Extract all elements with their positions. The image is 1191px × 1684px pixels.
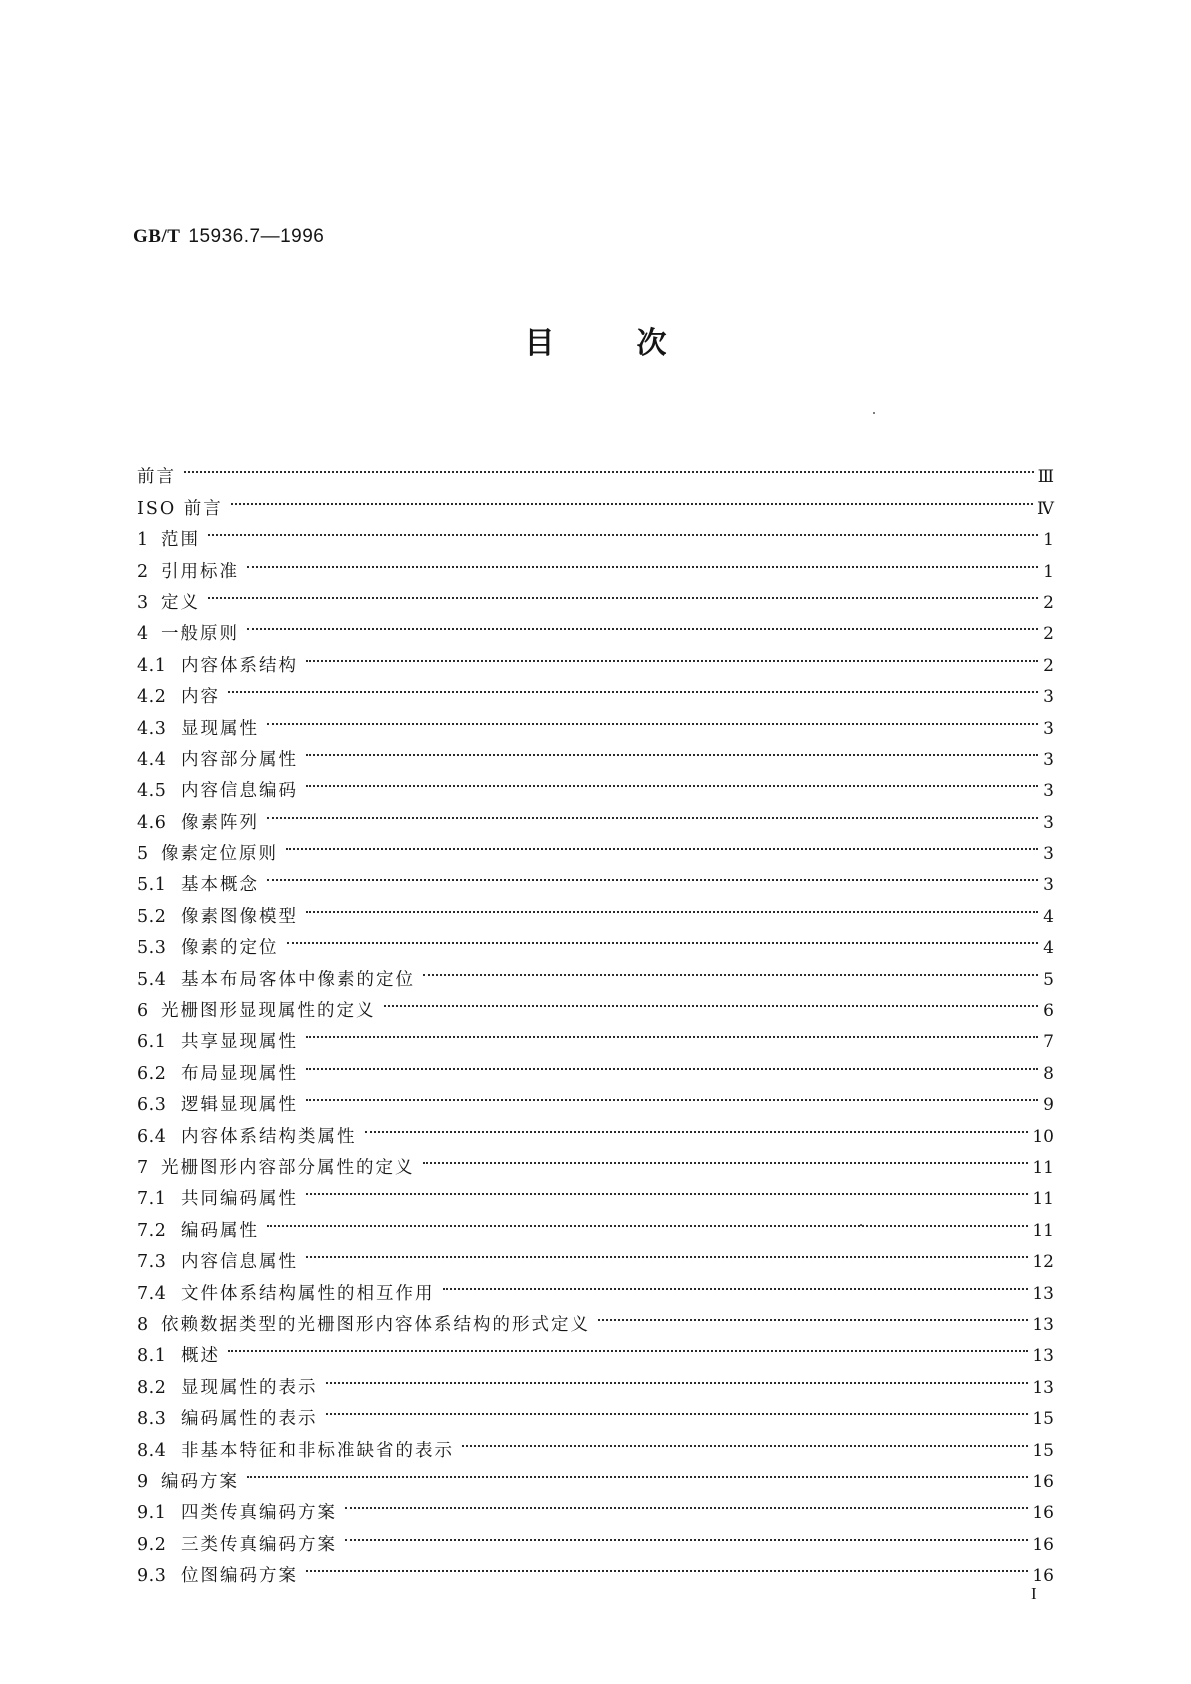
toc-entry-title: 位图编码方案 — [181, 1566, 298, 1587]
toc-dot-leader — [265, 796, 1042, 827]
toc-entry-title: 内容信息属性 — [181, 1252, 298, 1273]
toc-entry-page: 11 — [1032, 1157, 1054, 1178]
toc-entry-number: 8.2 — [137, 1377, 167, 1398]
toc-entry-title: 内容 — [181, 687, 220, 708]
toc-entry — [137, 671, 1054, 708]
toc-dot-leader — [343, 1487, 1032, 1518]
toc-entry-page: 11 — [1032, 1220, 1054, 1241]
toc-entry — [137, 734, 1054, 770]
toc-entry — [137, 545, 1054, 582]
toc-entry-title: 文件体系结构属性的相互作用 — [181, 1283, 435, 1304]
toc-entry-page: 8 — [1043, 1063, 1054, 1084]
toc-entry-title: 共同编码属性 — [181, 1189, 298, 1210]
toc-dot-leader — [229, 482, 1037, 513]
toc-entry-number: 5.1 — [137, 875, 167, 896]
toc-entry-number: 4.3 — [137, 718, 167, 739]
toc-dot-leader — [304, 890, 1042, 921]
toc-entry — [137, 1204, 1054, 1241]
toc-entry-page: 3 — [1043, 812, 1054, 833]
toc-entry-number: 6.2 — [137, 1063, 167, 1084]
toc-entry-page: 2 — [1043, 592, 1054, 613]
toc-entry-title: 光栅图形显现属性的定义 — [161, 1001, 376, 1022]
toc-dot-leader — [226, 1330, 1032, 1361]
toc-entry-number: 8.1 — [137, 1346, 167, 1367]
toc-dot-leader — [206, 577, 1042, 608]
toc-entry-title: 基本概念 — [181, 875, 259, 896]
scan-speck — [873, 412, 875, 414]
toc-entry — [137, 514, 1054, 551]
toc-dot-leader — [265, 702, 1042, 733]
toc-entry — [137, 859, 1054, 896]
toc-entry — [137, 1456, 1054, 1492]
toc-entry-title: 像素的定位 — [181, 938, 279, 959]
toc-dot-leader — [284, 828, 1042, 859]
toc-entry-number: 7.4 — [137, 1283, 167, 1304]
toc-entry — [137, 639, 1054, 676]
toc-entry-page: Ⅲ — [1037, 467, 1054, 488]
toc-entry-page: 5 — [1043, 969, 1054, 990]
toc-entry-page: 10 — [1032, 1126, 1054, 1147]
toc-entry-title: 三类传真编码方案 — [181, 1534, 337, 1555]
toc-entry-number: 5.2 — [137, 906, 167, 927]
toc-dot-leader — [421, 953, 1042, 984]
toc-entry — [137, 577, 1054, 613]
toc-entry-page: 11 — [1032, 1189, 1054, 1210]
toc-dot-leader — [304, 1079, 1042, 1110]
toc-entry — [137, 1361, 1054, 1398]
toc-entry-page: 16 — [1032, 1566, 1054, 1587]
toc-entry-number: 9 — [137, 1471, 149, 1492]
toc-dot-leader — [245, 1456, 1032, 1487]
toc-entry-title: 内容部分属性 — [181, 749, 298, 770]
toc-dot-leader — [265, 1204, 1032, 1235]
toc-entry-page: 16 — [1032, 1471, 1054, 1492]
toc-entry-page: 15 — [1032, 1440, 1054, 1461]
toc-dot-leader — [343, 1518, 1032, 1549]
toc-entry-title: 像素阵列 — [181, 812, 259, 833]
toc-entry-number: 9.1 — [137, 1503, 167, 1524]
toc-entry-page: 3 — [1043, 718, 1054, 739]
toc-entry-title: 概述 — [181, 1346, 220, 1367]
toc-dot-leader — [304, 1173, 1032, 1204]
toc-entry-page: 13 — [1032, 1377, 1054, 1398]
toc-entry-page: 16 — [1032, 1503, 1054, 1524]
toc-dot-leader — [363, 1110, 1033, 1141]
toc-dot-leader — [382, 985, 1043, 1016]
toc-entry-number: 6 — [137, 1001, 149, 1022]
toc-dot-leader — [441, 1267, 1033, 1298]
toc-entry-title: 像素图像模型 — [181, 906, 298, 927]
standard-number: 15936.7—1996 — [188, 226, 325, 247]
toc-entry-number: 4.5 — [137, 781, 167, 802]
toc-entry-number: 7.3 — [137, 1252, 167, 1273]
toc-entry-title: 四类传真编码方案 — [181, 1503, 337, 1524]
toc-entry-title: 定义 — [161, 592, 200, 613]
page-number: I — [1031, 1584, 1037, 1603]
toc-entry-page: 1 — [1043, 530, 1054, 551]
toc-dot-leader — [206, 514, 1042, 545]
toc-entry-title: 基本布局客体中像素的定位 — [181, 969, 415, 990]
toc-dot-leader — [182, 451, 1038, 482]
toc-dot-leader — [596, 1299, 1032, 1330]
toc-entry-number: 4.4 — [137, 749, 167, 770]
toc-entry-page: 3 — [1043, 875, 1054, 896]
toc-entry-page: 7 — [1043, 1032, 1054, 1053]
toc-entry-page: 13 — [1032, 1283, 1054, 1304]
toc-entry-number: 8 — [137, 1314, 149, 1335]
toc-entry — [137, 1487, 1054, 1524]
toc-entry-title: 显现属性 — [181, 718, 259, 739]
toc-entry-number: 6.1 — [137, 1032, 167, 1053]
toc-dot-leader — [324, 1361, 1033, 1392]
toc-entry-page: 13 — [1032, 1346, 1054, 1367]
toc-entry-page: 9 — [1043, 1095, 1054, 1116]
toc-dot-leader — [265, 859, 1042, 890]
toc-entry — [137, 1236, 1054, 1273]
toc-entry-title: 编码属性 — [181, 1220, 259, 1241]
toc-entry-title: ISO 前言 — [137, 498, 223, 519]
toc-dot-leader — [304, 1047, 1042, 1078]
toc-entry-number: 7 — [137, 1157, 149, 1178]
toc-entry — [137, 702, 1054, 739]
toc-entry-title: 内容体系结构 — [181, 655, 298, 676]
toc-entry-number: 9.3 — [137, 1566, 167, 1587]
toc-entry-page: 3 — [1043, 749, 1054, 770]
scan-speck — [860, 1224, 862, 1226]
toc-entry-title: 编码方案 — [161, 1471, 239, 1492]
toc-entry-page: 2 — [1043, 624, 1054, 645]
toc-entry-title: 显现属性的表示 — [181, 1377, 318, 1398]
toc-entry-page: 1 — [1043, 561, 1054, 582]
table-of-contents — [137, 451, 1054, 1587]
toc-entry-page: 13 — [1032, 1314, 1054, 1335]
toc-entry-title: 共享显现属性 — [181, 1032, 298, 1053]
toc-dot-leader — [226, 671, 1042, 702]
toc-entry-number: 3 — [137, 592, 149, 613]
standard-code — [133, 226, 324, 248]
toc-entry — [137, 451, 1054, 488]
standard-prefix: GB/T — [133, 226, 181, 247]
toc-entry-number: 9.2 — [137, 1534, 167, 1555]
toc-entry-page: 12 — [1032, 1252, 1054, 1273]
toc-entry — [137, 890, 1054, 927]
toc-entry — [137, 828, 1054, 865]
toc-dot-leader — [324, 1393, 1033, 1424]
toc-entry-title: 光栅图形内容部分属性的定义 — [161, 1157, 415, 1178]
toc-entry-title: 非基本特征和非标准缺省的表示 — [181, 1440, 454, 1461]
toc-entry-number: 5.3 — [137, 938, 167, 959]
toc-entry-number: 4.6 — [137, 812, 167, 833]
toc-dot-leader — [304, 765, 1042, 796]
toc-title: 目次 — [524, 326, 749, 361]
toc-entry-page: 3 — [1043, 687, 1054, 708]
toc-dot-leader — [304, 1016, 1042, 1047]
toc-entry-page: 3 — [1043, 844, 1054, 865]
toc-entry-number: 1 — [137, 530, 149, 551]
toc-entry-number: 2 — [137, 561, 149, 582]
toc-entry-page: 16 — [1032, 1534, 1054, 1555]
toc-entry-title: 像素定位原则 — [161, 844, 278, 865]
toc-entry-number: 5.4 — [137, 969, 167, 990]
toc-entry — [137, 796, 1054, 833]
toc-entry-page: 4 — [1043, 938, 1054, 959]
toc-entry-title: 内容体系结构类属性 — [181, 1126, 357, 1147]
toc-entry-title: 内容信息编码 — [181, 781, 298, 802]
toc-entry-number: 4 — [137, 624, 149, 645]
toc-entry-title: 引用标准 — [161, 561, 239, 582]
toc-dot-leader — [421, 1142, 1033, 1173]
toc-entry-number: 8.4 — [137, 1440, 167, 1461]
toc-dot-leader — [285, 922, 1043, 953]
toc-entry-number: 6.4 — [137, 1126, 167, 1147]
toc-entry-title: 一般原则 — [161, 624, 239, 645]
toc-entry — [137, 1330, 1054, 1367]
toc-entry-page: 6 — [1043, 1001, 1054, 1022]
toc-dot-leader — [304, 639, 1042, 670]
toc-entry-number: 8.3 — [137, 1409, 167, 1430]
toc-entry-title: 编码属性的表示 — [181, 1409, 318, 1430]
toc-dot-leader — [304, 1236, 1032, 1267]
toc-entry-page: 3 — [1043, 781, 1054, 802]
toc-entry-number: 7.2 — [137, 1220, 167, 1241]
toc-entry-page: 4 — [1043, 906, 1054, 927]
toc-entry-title: 布局显现属性 — [181, 1063, 298, 1084]
toc-entry-page: 15 — [1032, 1409, 1054, 1430]
toc-entry-title: 前言 — [137, 467, 176, 488]
toc-entry-number: 4.2 — [137, 687, 167, 708]
toc-entry-title: 逻辑显现属性 — [181, 1095, 298, 1116]
toc-entry — [137, 608, 1054, 645]
toc-entry — [137, 482, 1054, 519]
toc-entry-number: 6.3 — [137, 1095, 167, 1116]
toc-dot-leader — [304, 1550, 1032, 1581]
toc-dot-leader — [304, 734, 1042, 765]
toc-entry-number: 5 — [137, 844, 149, 865]
toc-entry-number: 4.1 — [137, 655, 167, 676]
toc-entry-page: Ⅳ — [1037, 498, 1054, 519]
toc-dot-leader — [245, 545, 1042, 576]
toc-entry-title: 依赖数据类型的光栅图形内容体系结构的形式定义 — [161, 1314, 590, 1335]
toc-entry-page: 2 — [1043, 655, 1054, 676]
toc-entry-number: 7.1 — [137, 1189, 167, 1210]
toc-dot-leader — [245, 608, 1042, 639]
toc-entry-title: 范围 — [161, 530, 200, 551]
toc-dot-leader — [460, 1424, 1032, 1455]
